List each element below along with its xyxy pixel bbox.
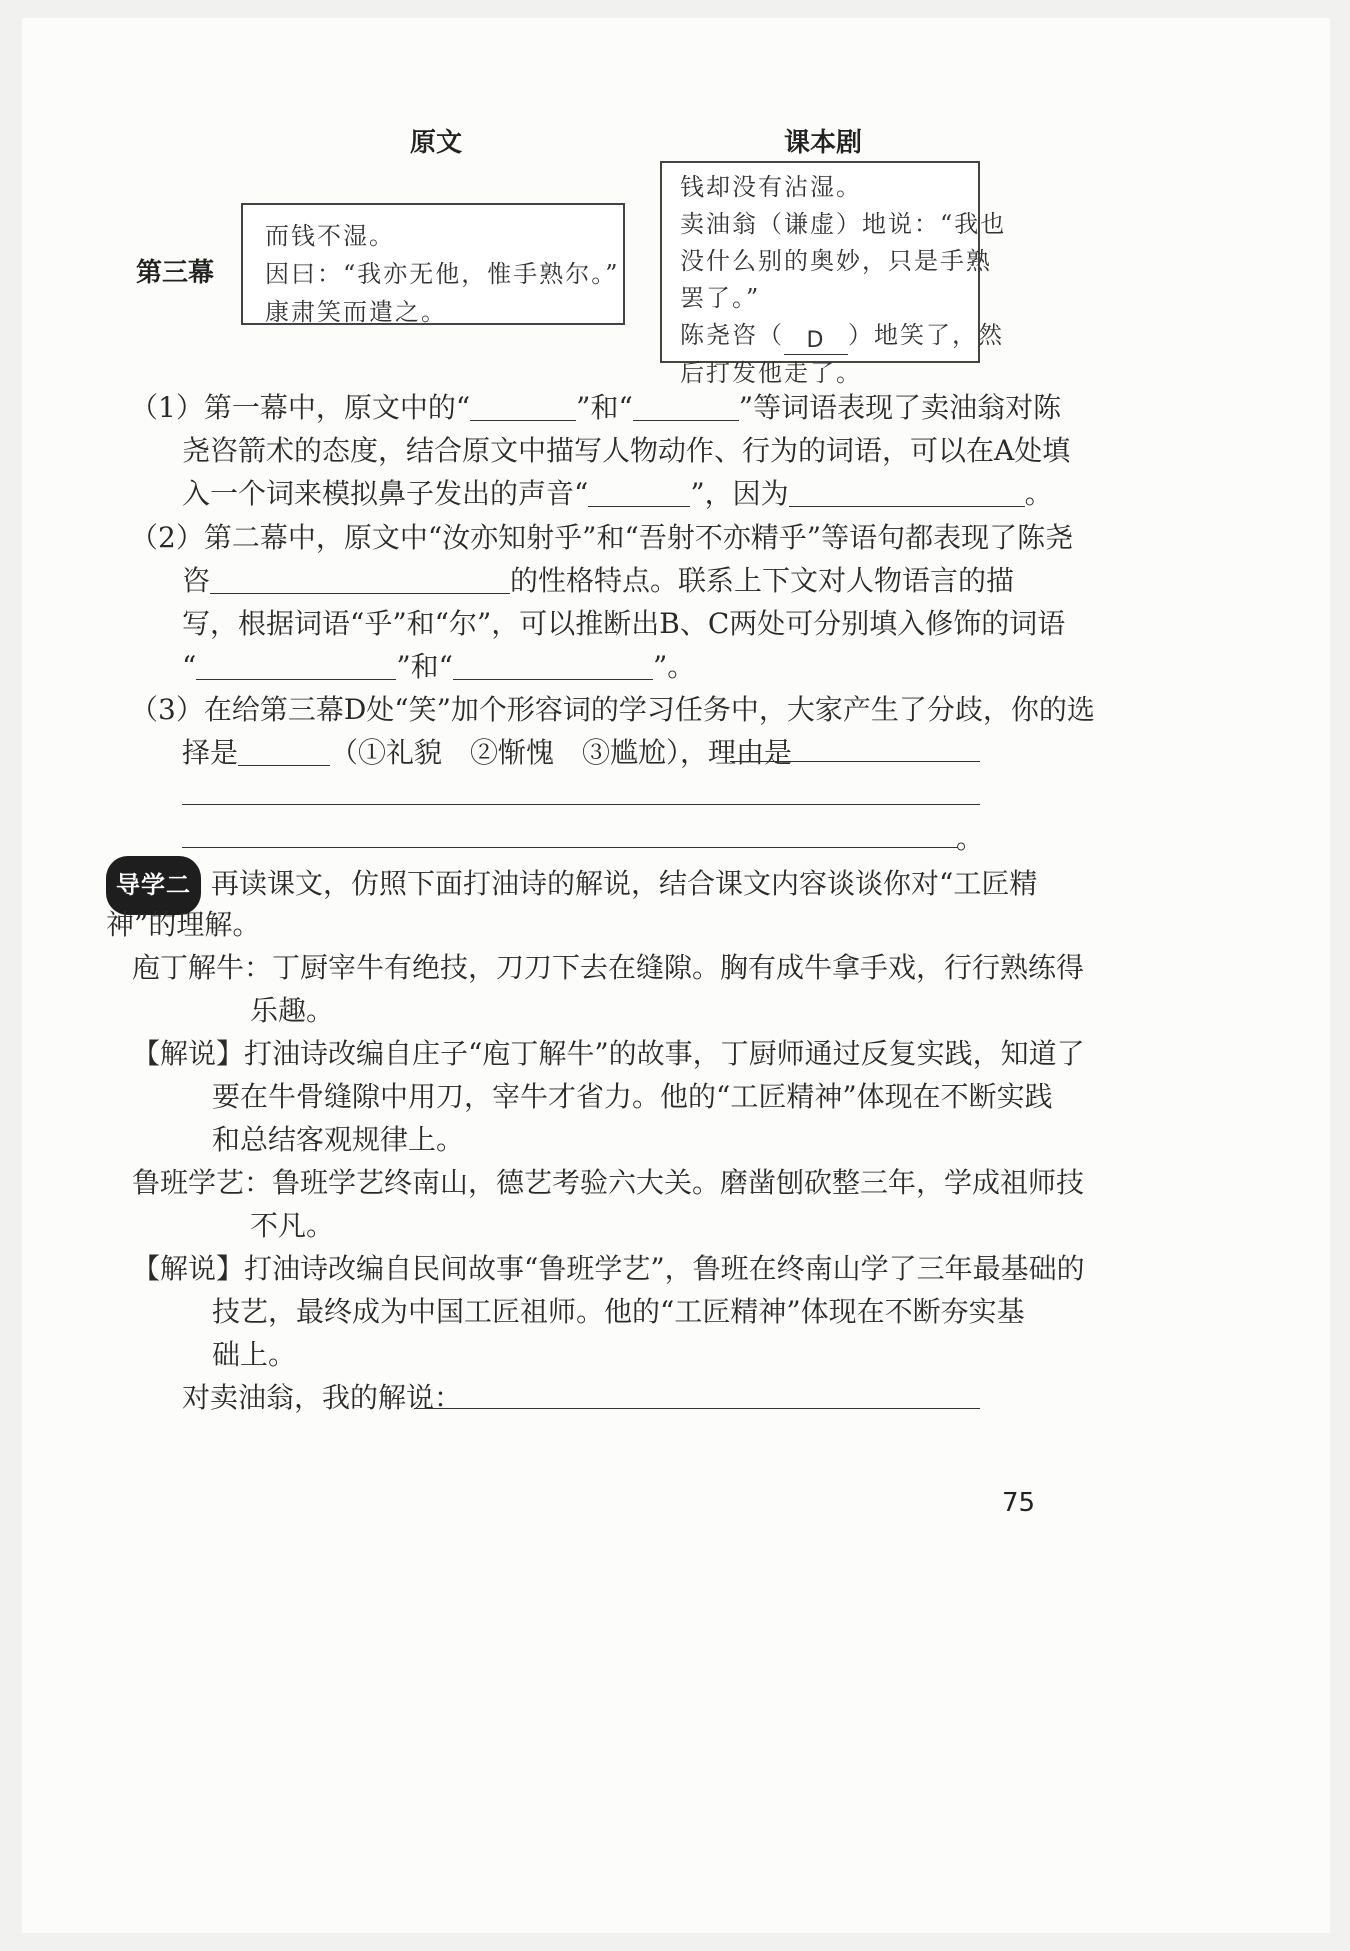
drama-line-d: 陈尧咨（ D ）地笑了，然 bbox=[680, 321, 1004, 353]
poem-paoding-line-2: 乐趣。 bbox=[250, 994, 335, 1027]
guide-intro-line-1: 导学二 再读课文，仿照下面打油诗的解说，结合课文内容谈谈你对“工匠精 bbox=[106, 856, 1037, 915]
q3-reason-line[interactable] bbox=[182, 847, 958, 848]
workbook-page bbox=[22, 18, 1330, 1933]
explanation-1-line-1: 【解说】打油诗改编自庄子“庖丁解牛”的故事，丁厨师通过反复实践，知道了 bbox=[132, 1037, 1085, 1070]
guide-intro-line-2: 神”的理解。 bbox=[106, 908, 261, 941]
my-explanation-line[interactable] bbox=[414, 1408, 980, 1409]
original-line: 因曰：“我亦无他，惟手熟尔。” bbox=[265, 260, 620, 288]
q1-line-2: 尧咨箭术的态度，结合原文中描写人物动作、行为的词语，可以在A处填 bbox=[182, 434, 1071, 467]
q3-line-1: （3）在给第三幕D处“笑”加个形容词的学习任务中，大家产生了分歧，你的选 bbox=[130, 693, 1095, 726]
original-line: 康肃笑而遣之。 bbox=[265, 298, 447, 326]
poem-luban-line-1: 鲁班学艺：鲁班学艺终南山，德艺考验六大关。磨凿刨砍整三年，学成祖师技 bbox=[132, 1166, 1085, 1199]
q3-reason-line[interactable] bbox=[182, 804, 980, 805]
original-line: 而钱不湿。 bbox=[265, 222, 395, 250]
q2-line-3: 写，根据词语“乎”和“尔”，可以推断出B、C两处可分别填入修饰的词语 bbox=[182, 607, 1066, 640]
poem-luban-line-2: 不凡。 bbox=[250, 1209, 335, 1242]
q1-blank-word-1[interactable] bbox=[470, 390, 576, 421]
q1-blank-reason[interactable] bbox=[789, 476, 1025, 507]
q1-blank-sound[interactable] bbox=[588, 476, 690, 507]
q1-line-1: （1）第一幕中，原文中的“ ”和“ ”等词语表现了卖油翁对陈 bbox=[130, 391, 1062, 424]
textbook-drama-box bbox=[660, 161, 1007, 387]
drama-line: 卖油翁（谦虚）地说：“我也 bbox=[680, 210, 1007, 238]
q2-blank-c[interactable] bbox=[453, 649, 653, 680]
q2-line-1: （2）第二幕中，原文中“汝亦知射乎”和“吾射不亦精乎”等语句都表现了陈尧 bbox=[130, 521, 1074, 554]
q3-reason-line[interactable] bbox=[730, 761, 980, 762]
drama-line: 没什么别的奥妙，只是手熟 bbox=[680, 247, 992, 275]
poem-paoding-line-1: 庖丁解牛：丁厨宰牛有绝技，刀刀下去在缝隙。胸有成牛拿手戏，行行熟练得 bbox=[132, 951, 1085, 984]
act-label: 第三幕 bbox=[136, 258, 215, 288]
q3-end-mark: 。 bbox=[956, 822, 985, 855]
drama-line: 罢了。” bbox=[680, 284, 761, 312]
drama-line: 后打发他走了。 bbox=[680, 359, 862, 387]
explanation-2-line-2: 技艺，最终成为中国工匠祖师。他的“工匠精神”体现在不断夯实基 bbox=[212, 1295, 1025, 1328]
q2-line-4: “ ”和“ ”。 bbox=[182, 650, 696, 683]
my-explanation-label: 对卖油翁，我的解说： bbox=[182, 1381, 463, 1414]
column-header-original: 原文 bbox=[410, 128, 463, 158]
q2-blank-b[interactable] bbox=[196, 649, 396, 680]
drama-line: 钱却没有沾湿。 bbox=[680, 173, 862, 201]
q2-line-2: 咨 的性格特点。联系上下文对人物语言的描 bbox=[182, 564, 1015, 597]
q1-blank-word-2[interactable] bbox=[633, 390, 739, 421]
explanation-2-line-1: 【解说】打油诗改编自民间故事“鲁班学艺”，鲁班在终南山学了三年最基础的 bbox=[132, 1252, 1085, 1285]
explanation-2-line-3: 础上。 bbox=[212, 1338, 297, 1371]
explanation-1-line-3: 和总结客观规律上。 bbox=[212, 1123, 465, 1156]
page-number: 75 bbox=[1002, 1488, 1036, 1518]
q1-line-3: 入一个词来模拟鼻子发出的声音“ ”，因为 。 bbox=[182, 477, 1053, 510]
answer-d-blank[interactable]: D bbox=[784, 328, 848, 355]
q3-blank-choice[interactable] bbox=[238, 735, 330, 766]
original-text-box bbox=[241, 203, 625, 325]
guide-badge: 导学二 bbox=[106, 856, 201, 915]
q3-line-2: 择是 （①礼貌 ②惭愧 ③尴尬），理由是 bbox=[182, 736, 793, 769]
explanation-1-line-2: 要在牛骨缝隙中用刀，宰牛才省力。他的“工匠精神”体现在不断实践 bbox=[212, 1080, 1053, 1113]
q2-blank-trait[interactable] bbox=[210, 563, 510, 594]
column-header-textbook-drama: 课本剧 bbox=[784, 128, 863, 158]
